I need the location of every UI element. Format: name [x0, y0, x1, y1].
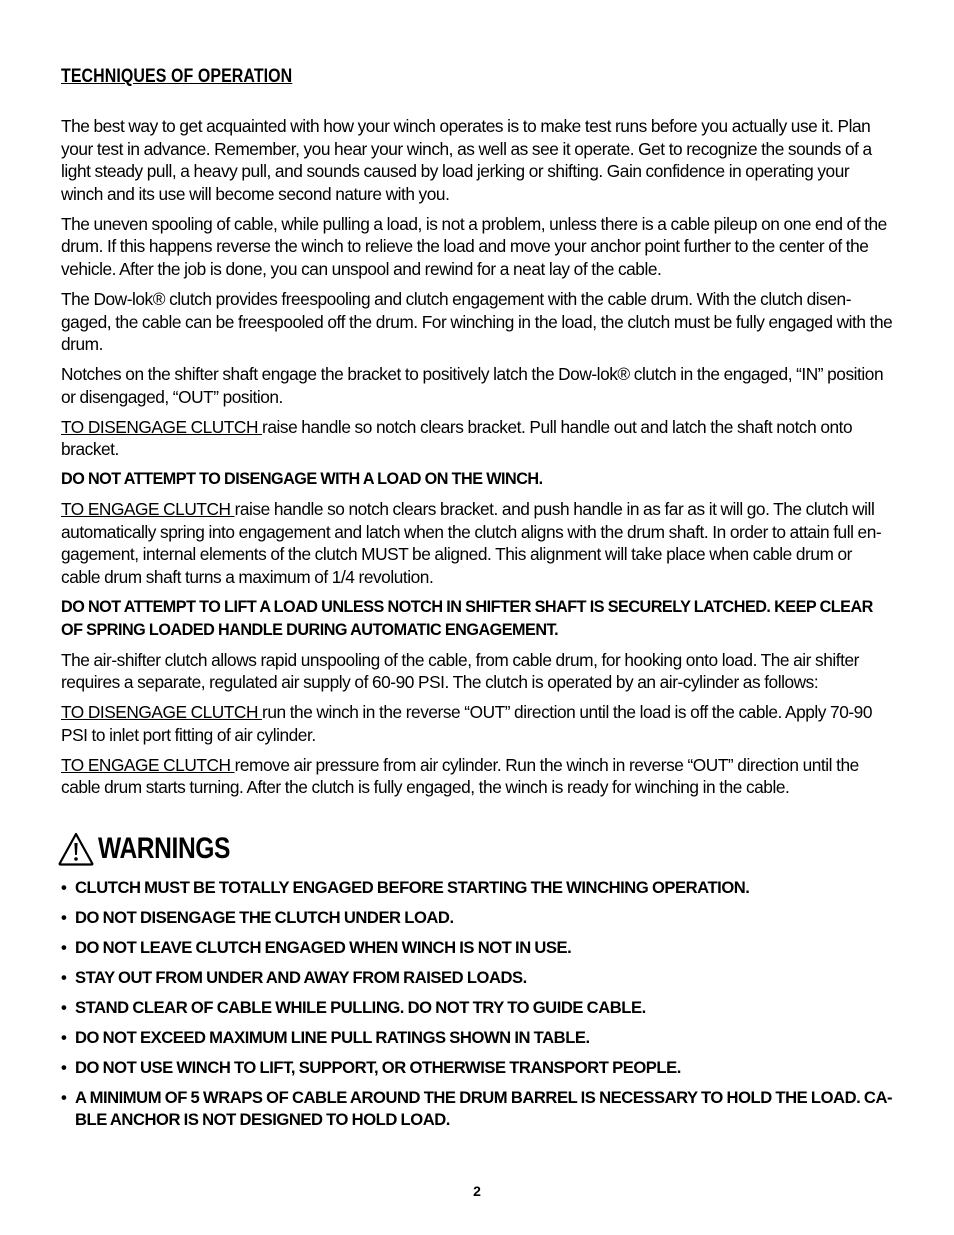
- paragraph: [61, 363, 895, 408]
- paragraph-lead: TO DISENGAGE CLUTCH: [61, 702, 263, 723]
- paragraph-text: Notches on the shifter shaft engage the bracket to positively latch the Dow-lok® clutch in the engaged, “IN” position or disengaged, “OUT” position.: [61, 364, 884, 407]
- warnings-title: WARNINGS: [98, 831, 231, 865]
- warning-item: [61, 1057, 895, 1080]
- paragraph-lead: TO ENGAGE CLUTCH: [61, 499, 235, 520]
- bullet: •: [61, 967, 67, 987]
- paragraph: [61, 754, 895, 799]
- paragraph-text: The air-shifter clutch allows rapid unspooling of the cable, from cable drum, for hooking onto load. The air shifter requires a separate, regulated air supply of 60-90 PSI. The clutch is operated by an air-cylinder as follows:: [61, 649, 859, 693]
- warning-item: [61, 877, 895, 900]
- warning-text: DO NOT EXCEED MAXIMUM LINE PULL RATINGS SHOWN IN TABLE.: [75, 1027, 590, 1047]
- warnings-list: [61, 877, 895, 1132]
- caution-paragraph: [61, 596, 895, 641]
- paragraph: [61, 213, 895, 281]
- warning-triangle-icon: [58, 832, 94, 866]
- warning-item: [61, 937, 895, 960]
- bullet: •: [61, 877, 67, 897]
- document-page: [61, 66, 895, 1139]
- paragraph-text: raise handle so notch clears bracket. Pull handle out and latch the shaft notch onto bracket.: [61, 416, 853, 460]
- bullet: •: [61, 997, 67, 1017]
- warnings-header: [58, 829, 895, 869]
- warning-item: [61, 1027, 895, 1050]
- paragraph: [61, 416, 895, 461]
- page-number: 2: [473, 1183, 481, 1199]
- paragraph-text: The uneven spooling of cable, while pulling a load, is not a problem, unless there is a cable pileup on one end of the drum. If this happens reverse the winch to relieve the load and move your anchor point further to the center of the vehicle. After the job is done, you can unspool and rewind for a neat lay of the cable.: [61, 213, 887, 279]
- warning-text: STAND CLEAR OF CABLE WHILE PULLING. DO NOT TRY TO GUIDE CABLE.: [75, 997, 646, 1017]
- paragraph: [61, 701, 895, 746]
- body-text: [61, 115, 895, 799]
- caution-paragraph: [61, 468, 895, 491]
- paragraph: [61, 115, 895, 205]
- paragraph-text: DO NOT ATTEMPT TO DISENGAGE WITH A LOAD ON THE WINCH.: [61, 470, 543, 489]
- section-title: TECHNIQUES OF OPERATION: [61, 66, 293, 87]
- warning-text: DO NOT DISENGAGE THE CLUTCH UNDER LOAD.: [75, 907, 454, 927]
- warning-item: [61, 997, 895, 1020]
- paragraph-text: The best way to get acquainted with how your winch operates is to make test runs before you actually use it. Plan your test in advance. Remember, you hear your winch, as well as see it operate. Get to recognize the sounds of a light steady pull, a heavy pull, and sounds caused by load jerking or shifting. Gain confidence in operating your winch and its use will become second nature with you.: [61, 116, 872, 204]
- warning-item: [61, 1087, 895, 1132]
- warning-text: A MINIMUM OF 5 WRAPS OF CABLE AROUND THE DRUM BARREL IS NECESSARY TO HOLD THE LOAD. CA-BLE ANCHOR IS NOT DESIGNED TO HOLD LOAD.: [75, 1087, 893, 1130]
- paragraph-lead: TO DISENGAGE CLUTCH: [61, 416, 263, 437]
- paragraph: [61, 498, 895, 588]
- paragraph-text: raise handle so notch clears bracket. and push handle in as far as it will go. The clutch will automatically spring into engagement and latch when the clutch aligns with the drum shaft. In order to attain full en-gagement, internal elements of the clutch MUST be aligned. This alignment will take place when cable drum or cable drum shaft turns a maximum of 1/4 revolution.: [61, 499, 882, 588]
- bullet: •: [61, 907, 67, 927]
- paragraph-text: run the winch in the reverse “OUT” direction until the load is off the cable. Apply 70-90 PSI to inlet port fitting of air cylinder.: [61, 702, 872, 745]
- bullet: •: [61, 937, 67, 957]
- warning-text: STAY OUT FROM UNDER AND AWAY FROM RAISED LOADS.: [75, 967, 527, 987]
- paragraph-text: The Dow-lok® clutch provides freespooling and clutch engagement with the cable drum. With the clutch disen-gaged, the cable can be freespooled off the drum. For winching in the load, the clutch must be fully engaged with the drum.: [61, 288, 893, 355]
- warning-text: DO NOT LEAVE CLUTCH ENGAGED WHEN WINCH IS NOT IN USE.: [75, 937, 572, 957]
- bullet: •: [61, 1087, 67, 1107]
- paragraph-text: remove air pressure from air cylinder. Run the winch in reverse “OUT” direction until the cable drum starts turning. After the clutch is fully engaged, the winch is ready for winching in the cable.: [61, 754, 859, 798]
- warning-item: [61, 967, 895, 990]
- paragraph: [61, 649, 895, 694]
- warning-text: DO NOT USE WINCH TO LIFT, SUPPORT, OR OTHERWISE TRANSPORT PEOPLE.: [75, 1057, 681, 1077]
- bullet: •: [61, 1027, 67, 1047]
- paragraph-text: DO NOT ATTEMPT TO LIFT A LOAD UNLESS NOTCH IN SHIFTER SHAFT IS SECURELY LATCHED. KEEP CLEAR OF SPRING LOADED HANDLE DURING AUTOMATIC ENGAGEMENT.: [61, 598, 873, 639]
- paragraph: [61, 288, 895, 356]
- warning-text: CLUTCH MUST BE TOTALLY ENGAGED BEFORE STARTING THE WINCHING OPERATION.: [75, 877, 750, 897]
- paragraph-lead: TO ENGAGE CLUTCH: [61, 754, 235, 775]
- warning-item: [61, 907, 895, 930]
- bullet: •: [61, 1057, 67, 1077]
